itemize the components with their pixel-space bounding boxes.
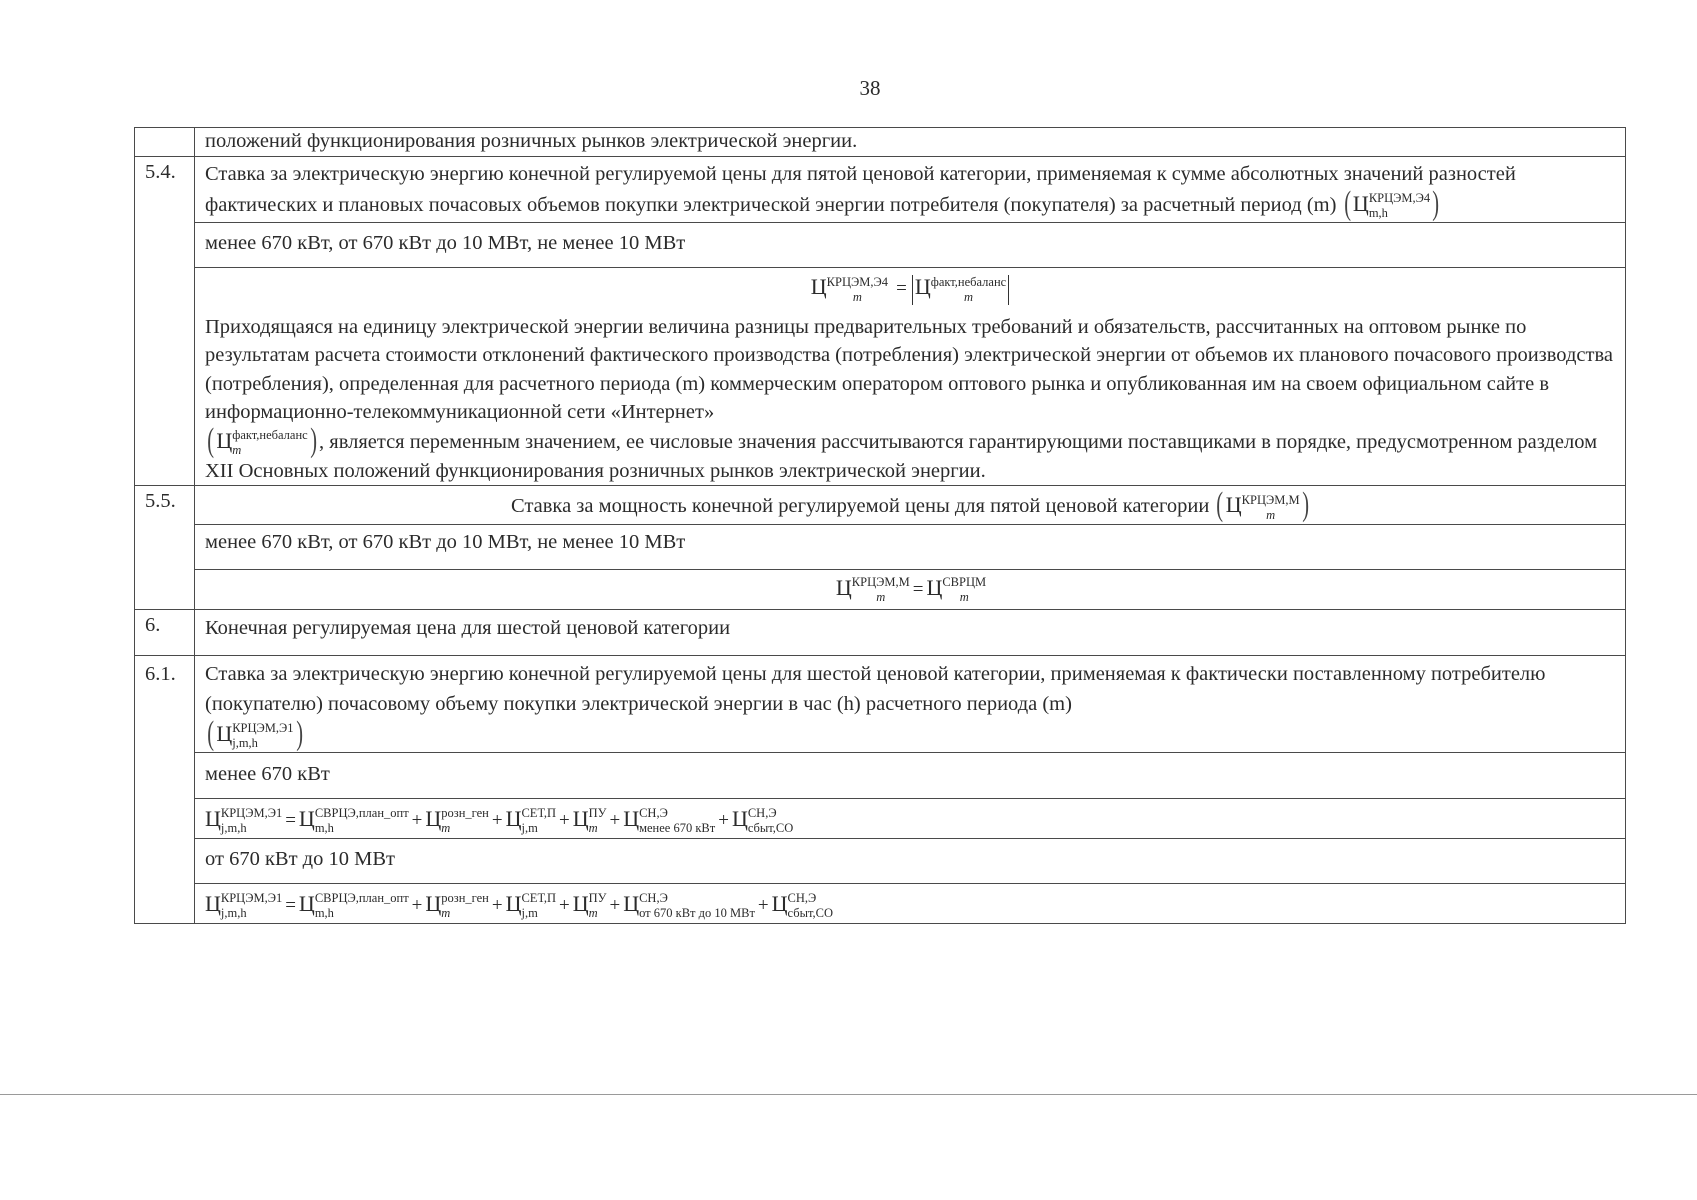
row-6-title: Конечная регулируемая цена для шестой ценовой категории <box>195 609 1626 655</box>
price-symbol: Ц <box>914 274 931 300</box>
row-number-5-5: 5.5. <box>135 486 195 609</box>
table-row <box>135 128 1626 157</box>
subscript: менее 670 кВт <box>639 821 716 836</box>
price-symbol: Ц <box>505 805 522 831</box>
superscript: КРЦЭМ,Э1 <box>220 891 283 906</box>
superscript: СВРЦМ <box>942 574 987 589</box>
price-symbol: Ц <box>926 574 943 600</box>
row-6-1-title-text: Ставка за электрическую энергию конечной регулируемой цены для шестой ценовой категории, применяемая к фактически поставленному потребителю (покупателю) почасовому объему покупки электрической энергии в час (h) расчетного периода (m) <box>205 662 1546 715</box>
row-number-6-1: 6.1. <box>135 655 195 923</box>
superscript: КРЦЭМ,М <box>851 574 910 589</box>
formula-krcem-m: ( Ц КРЦЭМ,М m ) <box>1216 486 1309 524</box>
table-row <box>135 609 1626 655</box>
plus-sign: + <box>609 894 621 916</box>
indices <box>1369 192 1430 220</box>
row-5-5-voltage: менее 670 кВт, от 670 кВт до 10 МВт, не менее 10 МВт <box>195 524 1626 569</box>
price-symbol: Ц <box>623 805 640 831</box>
superscript: КРЦЭМ,Э1 <box>220 806 283 821</box>
row-6-1-voltage-1: менее 670 кВт <box>195 752 1626 798</box>
formula-krcem-e4 <box>1342 185 1442 222</box>
description-text: Приходящаяся на единицу электрической энергии величина разницы предварительных требований и обязательств, рассчитанных на оптовом рынке по результатам расчета стоимости отклонений фактического производства (потребления) электрической энергии от объемов их планового почасового производства (потребления), определенная для расчетного периода (m) коммерческим оператором оптового рынка и опубликованная им на своем официальном сайте в информационно-телекоммуникационной сети «Интернет» <box>205 315 1613 424</box>
subscript: m <box>876 589 886 604</box>
price-symbol: Ц <box>298 890 315 916</box>
table-row <box>135 486 1626 524</box>
subscript: m <box>441 821 451 836</box>
formula-6-1-a-cell <box>195 798 1626 838</box>
price-symbol: Ц <box>572 890 589 916</box>
subscript: j,m,h <box>220 906 247 921</box>
price-symbol: Ц <box>505 890 522 916</box>
row-number-6: 6. <box>135 609 195 655</box>
subscript: m <box>1266 507 1276 522</box>
row-6-1-title <box>195 655 1626 752</box>
superscript: КРЦЭМ,Э4 <box>1368 191 1431 206</box>
row-5-5-title-text: Ставка за мощность конечной регулируемой цены для пятой ценовой категории <box>511 495 1210 518</box>
subscript: m <box>588 906 598 921</box>
price-symbol: Ц <box>731 805 748 831</box>
subscript: m <box>232 442 242 457</box>
superscript: КРЦЭМ,Э1 <box>232 720 294 735</box>
superscript: СН,Э <box>639 891 668 906</box>
plus-sign: + <box>491 894 503 916</box>
price-symbol: Ц <box>205 805 221 831</box>
table-row <box>135 752 1626 798</box>
equals-sign: = <box>896 278 907 300</box>
formula-6-1-a <box>205 805 794 836</box>
table-row <box>135 883 1626 923</box>
superscript: СН,Э <box>787 891 817 906</box>
table-row <box>135 524 1626 569</box>
row-number-cell <box>135 128 195 157</box>
subscript: m <box>441 906 451 921</box>
formula-5-4 <box>205 268 1617 312</box>
subscript: сбыт,СО <box>747 821 794 836</box>
price-symbol: Ц <box>1225 492 1242 518</box>
subscript: j,m,h <box>232 735 258 750</box>
plus-sign: + <box>757 894 769 916</box>
plus-sign: + <box>411 894 423 916</box>
table-row <box>135 569 1626 609</box>
page-bottom-divider <box>0 1094 1697 1095</box>
table-row <box>135 157 1626 223</box>
superscript: ПУ <box>588 891 607 906</box>
price-symbol: Ц <box>572 805 589 831</box>
description-tail-text: , является переменным значением, ее числовые значения рассчитываются гарантирующими поставщиками в порядке, предусмотренном разделом XII Основных положений функционирования розничных рынков электрической энергии. <box>205 430 1598 482</box>
equals-sign: = <box>285 894 296 916</box>
table-row <box>135 798 1626 838</box>
subscript: j,m <box>521 821 538 836</box>
price-symbol: Ц <box>216 427 233 453</box>
abs-bar-left <box>912 275 913 305</box>
row-5-4-description <box>195 268 1626 486</box>
plus-sign: + <box>491 809 503 831</box>
plus-sign: + <box>718 809 729 831</box>
price-symbol: Ц <box>810 274 827 300</box>
row-5-4-voltage: менее 670 кВт, от 670 кВт до 10 МВт, не менее 10 МВт <box>195 223 1626 268</box>
price-symbol: Ц <box>1352 191 1369 216</box>
superscript: розн_ген <box>441 891 489 906</box>
equals-sign: = <box>912 578 924 600</box>
subscript: m,h <box>314 906 334 921</box>
row-5-4-title <box>195 157 1626 223</box>
formula-fakt-nebalans: ( Ц факт,небаланс m ) <box>207 421 317 459</box>
table-row <box>135 223 1626 268</box>
superscript: СЕТ,П <box>521 891 556 906</box>
continuation-text: положений функционирования розничных рынков электрической энергии. <box>195 128 1626 157</box>
subscript: j,m,h <box>220 821 247 836</box>
formula-krcem-e1: ( Ц КРЦЭМ,Э1 j,m,h ) <box>207 714 303 752</box>
tariff-table <box>134 127 1626 924</box>
superscript: СЕТ,П <box>521 806 556 821</box>
formula-6-1-b <box>205 890 834 921</box>
left-paren: ( <box>1343 185 1351 222</box>
superscript: СН,Э <box>747 806 777 821</box>
subscript: m <box>852 289 862 304</box>
table-row <box>135 268 1626 486</box>
subscript: m <box>963 289 973 304</box>
plus-sign: + <box>558 809 570 831</box>
abs-bar-right <box>1008 275 1009 305</box>
row-number-5-4: 5.4. <box>135 157 195 486</box>
right-paren: ) <box>1432 185 1440 222</box>
superscript: факт,небаланс <box>232 427 308 442</box>
subscript: m,h <box>1368 206 1388 221</box>
price-symbol: Ц <box>425 805 442 831</box>
table-row <box>135 655 1626 752</box>
equals-sign: = <box>285 809 296 831</box>
superscript: КРЦЭМ,М <box>1241 492 1300 507</box>
superscript: СВРЦЭ,план_опт <box>314 891 409 906</box>
plus-sign: + <box>558 894 570 916</box>
price-symbol: Ц <box>298 805 315 831</box>
price-symbol: Ц <box>425 890 442 916</box>
superscript: розн_ген <box>441 806 489 821</box>
table-row <box>135 838 1626 883</box>
formula-5-5 <box>835 574 987 604</box>
subscript: j,m <box>521 906 538 921</box>
row-6-1-voltage-2: от 670 кВт до 10 МВт <box>195 838 1626 883</box>
price-symbol: Ц <box>835 574 852 600</box>
formula-6-1-b-cell <box>195 883 1626 923</box>
subscript: m <box>959 589 969 604</box>
formula-5-5-cell <box>195 569 1626 609</box>
row-5-4-title-text: Ставка за электрическую энергию конечной регулируемой цены для пятой ценовой категории, применяемая к сумме абсолютных значений разностей фактических и плановых почасовых объемов покупки электрической энергии потребителя (покупателя) за расчетный период (m) <box>205 163 1516 216</box>
row-5-5-title <box>195 486 1626 524</box>
price-symbol: Ц <box>623 890 640 916</box>
subscript: от 670 кВт до 10 МВт <box>639 906 755 921</box>
superscript: СН,Э <box>639 806 668 821</box>
superscript: факт,небаланс <box>930 274 1007 289</box>
price-symbol: Ц <box>205 890 221 916</box>
subscript: сбыт,СО <box>787 906 834 921</box>
subscript: m,h <box>314 821 334 836</box>
subscript: m <box>588 821 598 836</box>
plus-sign: + <box>411 809 423 831</box>
superscript: ПУ <box>588 806 607 821</box>
superscript: СВРЦЭ,план_опт <box>314 806 409 821</box>
superscript: КРЦЭМ,Э4 <box>826 274 888 289</box>
plus-sign: + <box>609 809 621 831</box>
page-number: 38 <box>859 76 881 100</box>
description-paragraph <box>205 313 1617 486</box>
price-symbol: Ц <box>216 720 233 746</box>
price-symbol: Ц <box>771 890 788 916</box>
